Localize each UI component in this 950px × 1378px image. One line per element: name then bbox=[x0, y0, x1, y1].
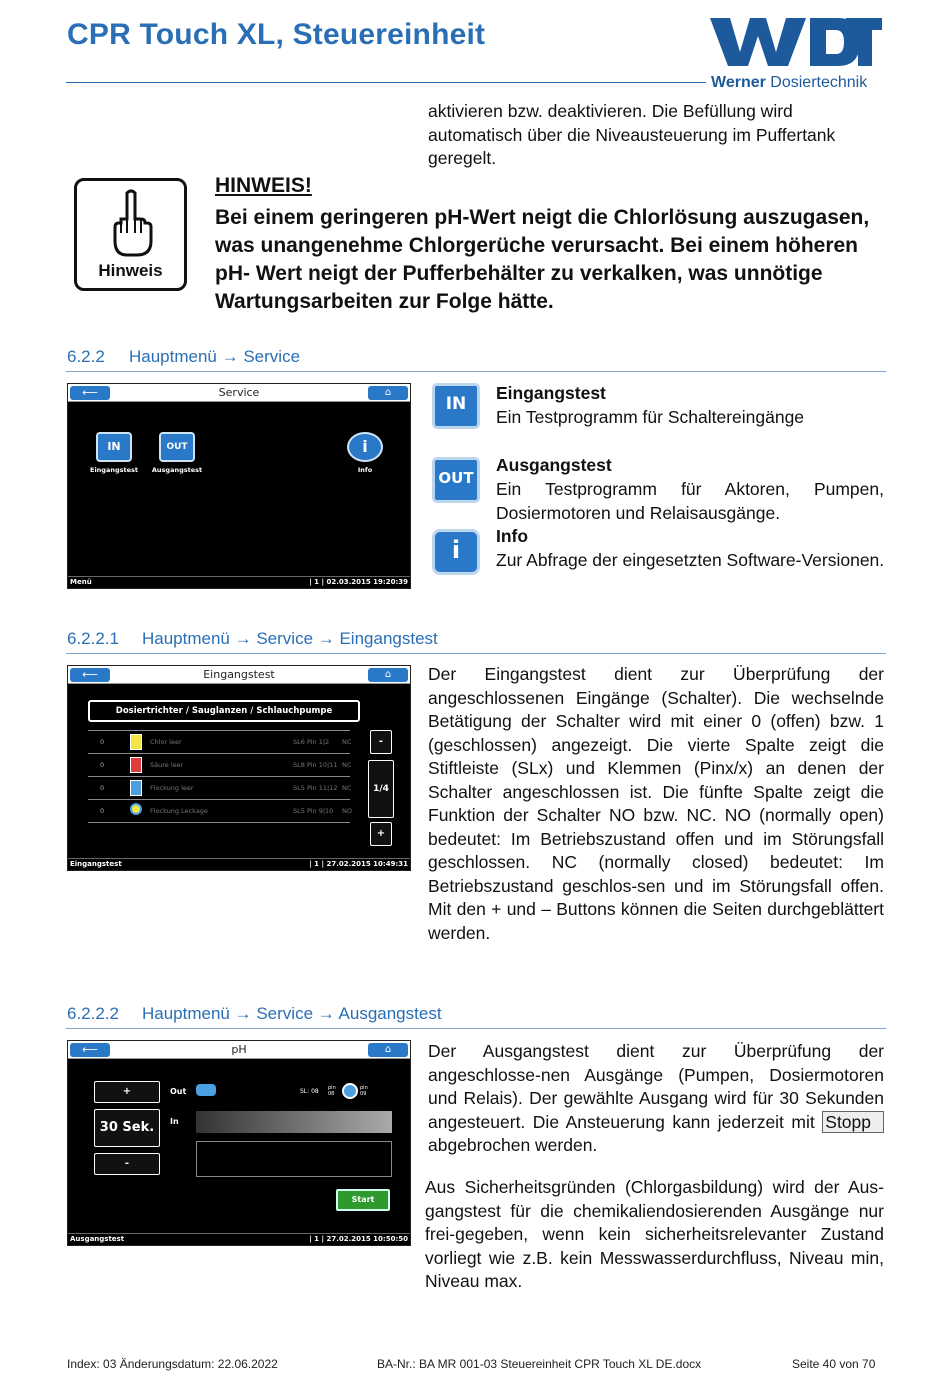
service-screen bbox=[67, 383, 411, 589]
item-text-ausgangstest: Ein Testprogramm für Aktoren, Pumpen, Dosiermotoren und Relaisausgänge. bbox=[496, 479, 884, 523]
section-rule bbox=[66, 653, 886, 654]
hinweis-icon-label: Hinweis bbox=[98, 261, 163, 280]
status-area bbox=[196, 1141, 392, 1177]
home-button[interactable]: ⌂ bbox=[368, 386, 408, 400]
screen-footer: Ausgangstest | 1 | 27.02.2015 10:50:50 bbox=[70, 1235, 408, 1243]
in-icon: IN bbox=[432, 383, 480, 429]
time-display: 30 Sek. bbox=[94, 1109, 160, 1147]
ausgangstest-description: Der Ausgangstest dient zur Überprüfung der angeschlosse-nen Ausgänge (Pumpen, Dosiermotoren und Relais). Der gewählte Ausgang wird für 30 Sekunden angesteuert. Die Ansteuerung kann jederzeit mit Stopp abgebrochen werden. bbox=[428, 1041, 884, 1155]
time-minus-button[interactable]: - bbox=[94, 1153, 160, 1175]
screen-topbar bbox=[68, 384, 410, 402]
ausgangstest-button[interactable]: OUT bbox=[159, 432, 195, 462]
item-title-eingangstest: Eingangstest bbox=[496, 383, 606, 403]
eingangstest-label: Eingangstest bbox=[90, 466, 138, 474]
pin-label-a: pin 08 bbox=[328, 1085, 336, 1097]
input-signal-bar bbox=[196, 1111, 392, 1133]
wdt-logo bbox=[710, 14, 882, 70]
screen-title: Eingangstest bbox=[203, 668, 275, 681]
page-indicator: 1/4 bbox=[368, 760, 394, 818]
out-label: Out bbox=[170, 1087, 187, 1096]
time-plus-button[interactable]: + bbox=[94, 1081, 160, 1103]
item-title-info: Info bbox=[496, 526, 529, 546]
back-button[interactable]: ⟵ bbox=[70, 1043, 110, 1057]
canister-icon bbox=[130, 734, 142, 750]
canister-icon bbox=[130, 757, 142, 773]
item-title-ausgangstest: Ausgangstest bbox=[496, 455, 612, 475]
section-rule bbox=[66, 1028, 886, 1029]
hinweis-text: Bei einem geringeren pH-Wert neigt die Chlorlösung auszugasen, was unangenehme Chlorgerüche verursacht. Bei einem höheren pH- Wert neigt der Pufferbehälter zu verkalken, was unnötige Wartungsarbeiten zur Folge hätte. bbox=[215, 206, 870, 313]
ausgangstest-label: Ausgangstest bbox=[151, 466, 203, 474]
eingangstest-screen bbox=[67, 665, 411, 871]
screen-title: pH bbox=[231, 1043, 247, 1056]
in-label: In bbox=[170, 1117, 179, 1126]
section-rule bbox=[66, 371, 886, 372]
screen-topbar bbox=[68, 666, 410, 684]
table-row: 0 Säure leer SL8 Pin 10|11 NC bbox=[88, 754, 350, 777]
input-table bbox=[88, 730, 350, 824]
section-heading-service: 6.2.2 Hauptmenü → Service bbox=[67, 347, 301, 366]
item-text-info: Zur Abfrage der eingesetzten Software-Versionen. bbox=[496, 550, 885, 570]
leak-icon bbox=[130, 803, 142, 815]
info-button[interactable]: i bbox=[347, 432, 383, 462]
header-divider bbox=[66, 82, 706, 83]
stopp-button-ref: Stopp bbox=[822, 1111, 884, 1133]
pointing-hand-icon bbox=[107, 189, 155, 259]
screen-footer: Menü | 1 | 02.03.2015 19:20:39 bbox=[70, 578, 408, 586]
footer-page: Seite 40 von 70 bbox=[792, 1357, 876, 1371]
eingangstest-description: Der Eingangstest dient zur Überprüfung der angeschlossenen Eingänge (Schalter). Die wechselnde Betätigung der Schalter wird mit einer 0 (offen) bzw. 1 (geschlossen) angezeigt. Die vierte Spalte zeigt die Stiftleiste (SLx) und Klemmen (Pinx/x) an denen der Schalter angeschlossen ist. Die fünfte Spalte zeigt die Funktion der Schalter NO bzw. NC. NO (normally open) bedeutet: Im Betriebszustand offen und im Störungsfall geschlossen. NC (normally closed) bedeutet: Im Betriebszustand geschlos-sen und im Störungsfall offen. Mit den + und – Buttons können die Seiten durchgeblättert werden. bbox=[428, 664, 884, 943]
home-button[interactable]: ⌂ bbox=[368, 668, 408, 682]
pin-label-b: pin 09 bbox=[360, 1085, 368, 1097]
screen-footer: Eingangstest | 1 | 27.02.2015 10:49:31 bbox=[70, 860, 408, 868]
start-button[interactable]: Start bbox=[336, 1189, 390, 1211]
logo-subtitle: Werner Dosiertechnik bbox=[711, 74, 868, 91]
info-label: Info bbox=[357, 466, 373, 474]
screen-topbar bbox=[68, 1041, 410, 1059]
footer-index: Index: 03 Änderungsdatum: 22.06.2022 bbox=[67, 1357, 278, 1371]
table-row: 0 Flockung leer SL5 Pin 11|12 NC bbox=[88, 777, 350, 800]
page-minus-button[interactable]: - bbox=[370, 730, 392, 754]
back-button[interactable]: ⟵ bbox=[70, 386, 110, 400]
page-title: CPR Touch XL, Steuereinheit bbox=[67, 18, 486, 51]
group-button[interactable]: Dosiertrichter / Sauglanzen / Schlauchpumpe bbox=[88, 700, 360, 722]
section-heading-eingangstest: 6.2.2.1 Hauptmenü → Service → Eingangstest bbox=[67, 629, 438, 648]
back-button[interactable]: ⟵ bbox=[70, 668, 110, 682]
eingangstest-button[interactable]: IN bbox=[96, 432, 132, 462]
screen-title: Service bbox=[218, 386, 260, 399]
footer-docname: BA-Nr.: BA MR 001-03 Steuereinheit CPR Touch XL DE.docx bbox=[377, 1357, 702, 1371]
table-row: 0 Chlor leer SL6 Pin 1|2 NC bbox=[88, 731, 350, 754]
item-text-eingangstest: Ein Testprogramm für Schaltereingänge bbox=[496, 407, 805, 427]
section-heading-ausgangstest: 6.2.2.2 Hauptmenü → Service → Ausgangstest bbox=[67, 1004, 442, 1023]
out-icon: OUT bbox=[432, 457, 480, 503]
home-button[interactable]: ⌂ bbox=[368, 1043, 408, 1057]
hinweis-heading: HINWEIS! bbox=[215, 174, 312, 197]
pump-icon bbox=[196, 1084, 216, 1096]
intro-paragraph: aktivieren bzw. deaktivieren. Die Befüllung wird automatisch über die Niveausteuerung im Puffertank geregelt. bbox=[428, 101, 836, 168]
canister-icon bbox=[130, 780, 142, 796]
connector-icon bbox=[342, 1083, 358, 1099]
sl-label: SL: 08 bbox=[300, 1088, 319, 1095]
ausgangstest-screen bbox=[67, 1040, 411, 1246]
hinweis-icon bbox=[74, 178, 187, 291]
info-icon: i bbox=[432, 529, 480, 575]
page-plus-button[interactable]: + bbox=[370, 822, 392, 846]
table-row: 0 Flockung Leckage SL5 Pin 9|10 NO bbox=[88, 800, 350, 823]
safety-paragraph: Aus Sicherheitsgründen (Chlorgasbildung) wird der Aus-gangstest für die chemikaliendosierenden Ausgänge nur frei-gegeben, wenn kein sicherheitsrelevanter Zustand vorliegt wie z.B. kein Messwasserdurchfluss, Niveau min, Niveau max. bbox=[425, 1177, 884, 1291]
